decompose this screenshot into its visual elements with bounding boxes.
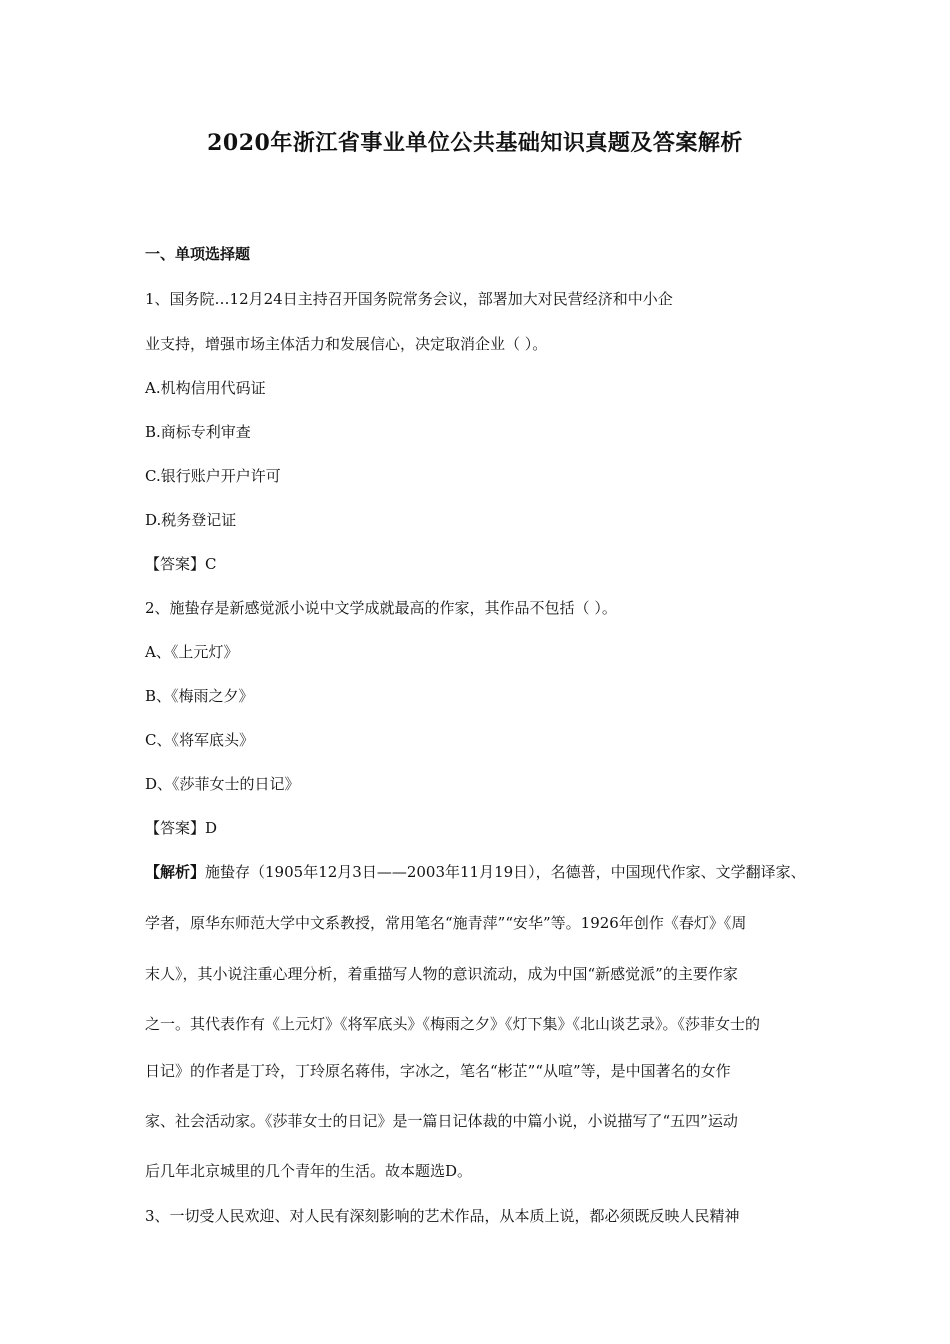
- question-1-option-d: D.税务登记证: [145, 511, 237, 529]
- question-2-option-c: C、《将军底头》: [145, 731, 254, 749]
- question-1-option-a: A.机构信用代码证: [145, 379, 266, 397]
- analysis-label: 【解析】: [145, 863, 206, 881]
- question-3-text: 3、一切受人民欢迎、对人民有深刻影响的艺术作品，从本质上说，都必须既反映人民精神: [145, 1207, 740, 1225]
- section-heading: 一、单项选择题: [145, 245, 251, 263]
- question-2-text: 2、施蛰存是新感觉派小说中文学成就最高的作家，其作品不包括（ ）。: [145, 599, 617, 617]
- analysis-line: 末人》，其小说注重心理分析，着重描写人物的意识流动，成为中国“新感觉派”的主要作家: [145, 965, 738, 983]
- analysis-line: 后几年北京城里的几个青年的生活。故本题选D。: [145, 1162, 473, 1180]
- question-2-option-d: D、《莎菲女士的日记》: [145, 775, 300, 793]
- question-1-text-line-2: 业支持，增强市场主体活力和发展信心，决定取消企业（ ）。: [145, 335, 548, 353]
- document-title: 2020年浙江省事业单位公共基础知识真题及答案解析: [207, 130, 743, 156]
- question-1-text-line-1: 1、国务院…12月24日主持召开国务院常务会议，部署加大对民营经济和中小企: [145, 290, 673, 308]
- analysis-line: 学者，原华东师范大学中文系教授，常用笔名“施青萍”“安华”等。1926年创作《春灯》《周: [145, 914, 747, 932]
- analysis-line: 之一。其代表作有《上元灯》《将军底头》《梅雨之夕》《灯下集》《北山谈艺录》。《莎菲女士的: [145, 1015, 761, 1033]
- question-2-option-b: B、《梅雨之夕》: [145, 687, 254, 705]
- analysis-line: [145, 861, 807, 882]
- analysis-line: 日记》的作者是丁玲，丁玲原名蒋伟，字冰之，笔名“彬芷”“从喧”等，是中国著名的女作: [145, 1062, 731, 1080]
- question-2-answer: 【答案】D: [145, 819, 218, 837]
- question-2-option-a: A、《上元灯》: [145, 643, 239, 661]
- analysis-line: 家、社会活动家。《莎菲女士的日记》是一篇日记体裁的中篇小说，小说描写了“五四”运动: [145, 1112, 738, 1130]
- question-1-answer: 【答案】C: [145, 555, 217, 573]
- question-1-option-c: C.银行账户开户许可: [145, 467, 281, 485]
- question-1-option-b: B.商标专利审查: [145, 423, 251, 441]
- analysis-text: 施蛰存（1905年12月3日——2003年11月19日），名德普，中国现代作家、文学翻译家、: [205, 863, 806, 881]
